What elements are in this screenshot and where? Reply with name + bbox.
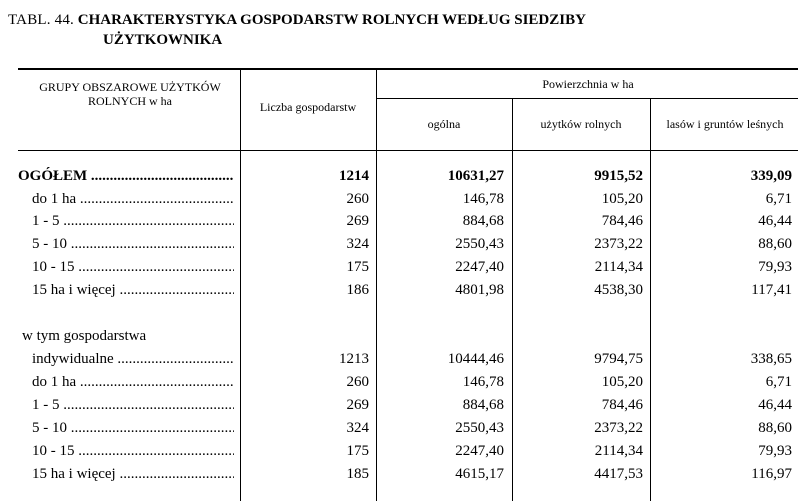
row-agri-value: 784,46 bbox=[601, 213, 643, 229]
row-forest-value: 6,71 bbox=[765, 191, 792, 207]
row-label: do 1 ha ..... bbox=[32, 373, 234, 391]
row-agri-value: 9794,75 bbox=[594, 351, 643, 367]
col-divider-4 bbox=[650, 98, 651, 501]
row-label: OGÓŁEM ..... bbox=[18, 167, 234, 185]
header-total-label: ogólna bbox=[427, 117, 461, 131]
row-count-value: 269 bbox=[346, 397, 369, 413]
row-label: 1 - 5 ..... bbox=[32, 396, 234, 414]
row-total-value: 10631,27 bbox=[447, 168, 504, 184]
title-line-1: CHARAKTERYSTYKA GOSPODARSTW ROLNYCH WEDŁUG SIEDZIBY bbox=[77, 12, 586, 28]
row-total-value: 2247,40 bbox=[455, 259, 504, 275]
row-total-value: 2550,43 bbox=[455, 420, 504, 436]
col-divider-2 bbox=[376, 68, 377, 501]
table-top-rule bbox=[18, 68, 798, 70]
row-count-value: 186 bbox=[346, 282, 369, 298]
row-forest-value: 116,97 bbox=[751, 466, 792, 482]
row-count-value: 1213 bbox=[339, 351, 369, 367]
row-forest-value: 46,44 bbox=[758, 397, 792, 413]
row-total-value: 2550,43 bbox=[455, 236, 504, 252]
header-groups: GRUPY OBSZAROWE UŻYTKÓW ROLNYCH w ha bbox=[39, 80, 221, 108]
subheader-rule bbox=[376, 98, 798, 99]
row-total-value: 884,68 bbox=[462, 213, 504, 229]
row-count-value: 324 bbox=[346, 236, 369, 252]
row-count-value: 1214 bbox=[339, 168, 369, 184]
row-count-value: 260 bbox=[346, 374, 369, 390]
row-count-value: 185 bbox=[346, 466, 369, 482]
row-agri-value: 9915,52 bbox=[594, 168, 643, 184]
title-line-2: UŻYTKOWNIKA bbox=[103, 32, 223, 48]
row-forest-value: 338,65 bbox=[750, 351, 792, 367]
header-forest: lasów i gruntów leśnych bbox=[666, 117, 784, 131]
row-total-value: 4615,17 bbox=[455, 466, 504, 482]
row-count-value: 175 bbox=[346, 443, 369, 459]
row-count-value: 260 bbox=[346, 191, 369, 207]
row-agri-value: 105,20 bbox=[601, 191, 643, 207]
row-agri-value: 2373,22 bbox=[594, 420, 643, 436]
table-number: TABL. 44. bbox=[8, 12, 75, 28]
col-divider-1 bbox=[240, 68, 241, 501]
row-total-value: 146,78 bbox=[462, 374, 504, 390]
row-agri-value: 4538,30 bbox=[594, 282, 643, 298]
row-label: 15 ha i więcej ..... bbox=[32, 465, 234, 483]
row-label: indywidualne ..... bbox=[32, 350, 234, 368]
header-area: Powierzchnia w ha bbox=[542, 77, 634, 91]
row-forest-value: 79,93 bbox=[758, 259, 792, 275]
row-label: 5 - 10 ..... bbox=[32, 235, 234, 253]
col-divider-3 bbox=[512, 98, 513, 501]
row-agri-value: 105,20 bbox=[601, 374, 643, 390]
header-count: Liczba gospodarstw bbox=[259, 100, 357, 114]
row-count-value: 269 bbox=[346, 213, 369, 229]
row-label: 15 ha i więcej ..... bbox=[32, 281, 234, 299]
row-label: do 1 ha ..... bbox=[32, 190, 234, 208]
table-title bbox=[8, 10, 788, 50]
header-agri: użytków rolnych bbox=[540, 117, 622, 131]
row-label: 5 - 10 ..... bbox=[32, 419, 234, 437]
row-forest-value: 88,60 bbox=[758, 236, 792, 252]
row-count-value: 175 bbox=[346, 259, 369, 275]
row-agri-value: 4417,53 bbox=[594, 466, 643, 482]
row-forest-value: 88,60 bbox=[758, 420, 792, 436]
row-label: 1 - 5 ..... bbox=[32, 212, 234, 230]
row-count-value: 324 bbox=[346, 420, 369, 436]
row-total-value: 884,68 bbox=[462, 397, 504, 413]
row-label: 10 - 15 ..... bbox=[32, 442, 234, 460]
row-forest-value: 6,71 bbox=[765, 374, 792, 390]
row-total-value: 10444,46 bbox=[447, 351, 504, 367]
row-agri-value: 2114,34 bbox=[594, 443, 643, 459]
row-total-value: 2247,40 bbox=[455, 443, 504, 459]
row-forest-value: 46,44 bbox=[758, 213, 792, 229]
row-label: w tym gospodarstwa bbox=[22, 328, 147, 344]
row-agri-value: 784,46 bbox=[601, 397, 643, 413]
row-forest-value: 117,41 bbox=[751, 282, 792, 298]
header-bottom-rule bbox=[18, 150, 798, 151]
row-forest-value: 339,09 bbox=[750, 168, 792, 184]
row-total-value: 146,78 bbox=[462, 191, 504, 207]
row-total-value: 4801,98 bbox=[455, 282, 504, 298]
row-label: 10 - 15 ..... bbox=[32, 258, 234, 276]
row-agri-value: 2373,22 bbox=[594, 236, 643, 252]
row-forest-value: 79,93 bbox=[758, 443, 792, 459]
row-agri-value: 2114,34 bbox=[594, 259, 643, 275]
